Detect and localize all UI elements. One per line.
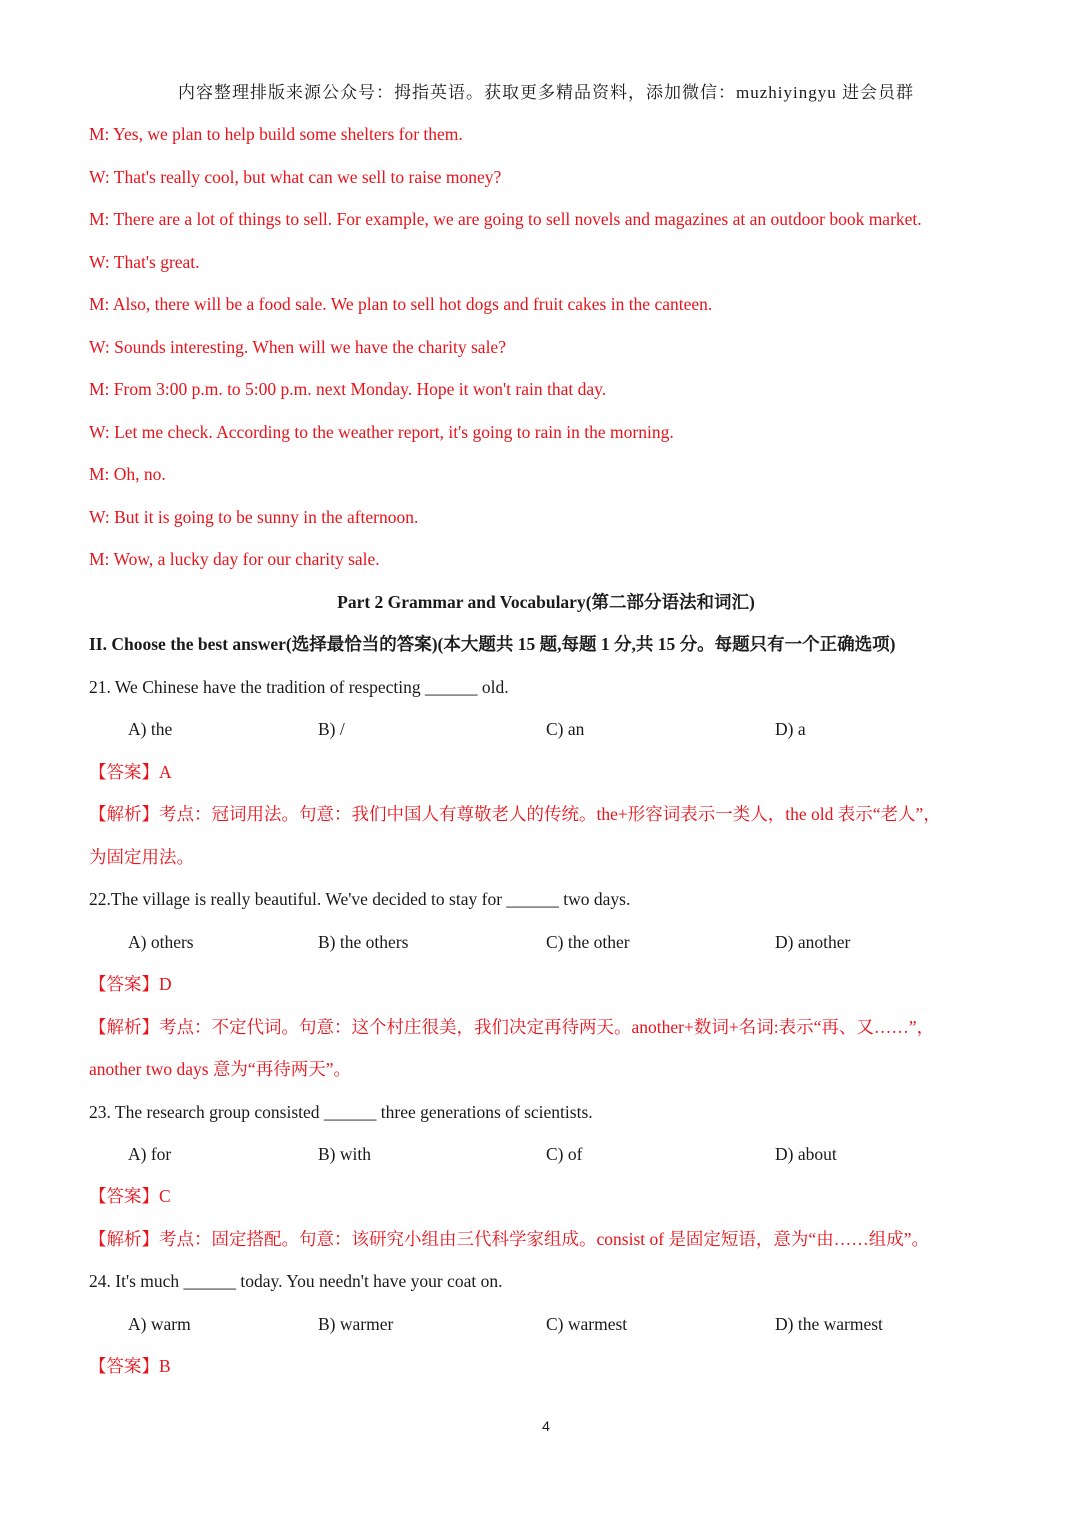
part-title: Part 2 Grammar and Vocabulary(第二部分语法和词汇) — [337, 592, 755, 612]
dialogue-line: W: But it is going to be sunny in the afternoon. — [89, 507, 419, 527]
dialogue-line: W: That's really cool, but what can we sell to raise money? — [89, 167, 502, 187]
page-number: 4 — [542, 1418, 550, 1434]
option-b: B) / — [318, 719, 345, 739]
question-stem: 22.The village is really beautiful. We've decided to stay for ______ two days. — [89, 889, 631, 909]
option-b: B) the others — [318, 932, 409, 952]
analysis-line: another two days 意为“再待两天”。 — [89, 1059, 351, 1079]
analysis-line: 【解析】考点：冠词用法。句意：我们中国人有尊敬老人的传统。the+形容词表示一类人，the old 表示“老人”， — [89, 804, 941, 824]
question-stem: 24. It's much ______ today. You needn't have your coat on. — [89, 1271, 503, 1291]
option-b: B) with — [318, 1144, 371, 1164]
question-stem: 23. The research group consisted ______ three generations of scientists. — [89, 1102, 593, 1122]
option-d: D) another — [775, 932, 851, 952]
answer-line: 【答案】B — [89, 1356, 171, 1376]
section-title: II. Choose the best answer(选择最恰当的答案)(本大题共 15 题,每题 1 分,共 15 分。每题只有一个正确选项) — [89, 634, 896, 654]
dialogue-line: M: Yes, we plan to help build some shelters for them. — [89, 124, 463, 144]
dialogue-line: W: Let me check. According to the weather report, it's going to rain in the morning. — [89, 422, 674, 442]
dialogue-line: M: Also, there will be a food sale. We plan to sell hot dogs and fruit cakes in the canteen. — [89, 294, 713, 314]
option-a: A) others — [128, 932, 194, 952]
answer-line: 【答案】D — [89, 974, 172, 994]
dialogue-line: W: Sounds interesting. When will we have the charity sale? — [89, 337, 506, 357]
option-b: B) warmer — [318, 1314, 394, 1334]
option-c: C) of — [546, 1144, 583, 1164]
analysis-line: 【解析】考点：固定搭配。句意：该研究小组由三代科学家组成。consist of 是固定短语，意为“由……组成”。 — [89, 1229, 929, 1249]
option-d: D) the warmest — [775, 1314, 883, 1334]
option-d: D) about — [775, 1144, 837, 1164]
analysis-line: 为固定用法。 — [89, 847, 194, 867]
dialogue-line: M: From 3:00 p.m. to 5:00 p.m. next Monday. Hope it won't rain that day. — [89, 379, 607, 399]
dialogue-line: M: Oh, no. — [89, 464, 166, 484]
dialogue-line: M: Wow, a lucky day for our charity sale. — [89, 549, 380, 569]
dialogue-line: M: There are a lot of things to sell. For example, we are going to sell novels and magazines at an outdoor book market. — [89, 209, 922, 229]
analysis-line: 【解析】考点：不定代词。句意：这个村庄很美，我们决定再待两天。another+数词+名词:表示“再、又……”， — [89, 1017, 935, 1037]
option-d: D) a — [775, 719, 806, 739]
option-a: A) for — [128, 1144, 172, 1164]
option-a: A) the — [128, 719, 173, 739]
answer-line: 【答案】C — [89, 1186, 171, 1206]
option-c: C) warmest — [546, 1314, 628, 1334]
option-a: A) warm — [128, 1314, 191, 1334]
question-stem: 21. We Chinese have the tradition of respecting ______ old. — [89, 677, 509, 697]
answer-line: 【答案】A — [89, 762, 172, 782]
option-c: C) the other — [546, 932, 630, 952]
dialogue-line: W: That's great. — [89, 252, 200, 272]
option-c: C) an — [546, 719, 585, 739]
page-header: 内容整理排版来源公众号：拇指英语。获取更多精品资料，添加微信：muzhiyingyu 进会员群 — [178, 83, 914, 102]
